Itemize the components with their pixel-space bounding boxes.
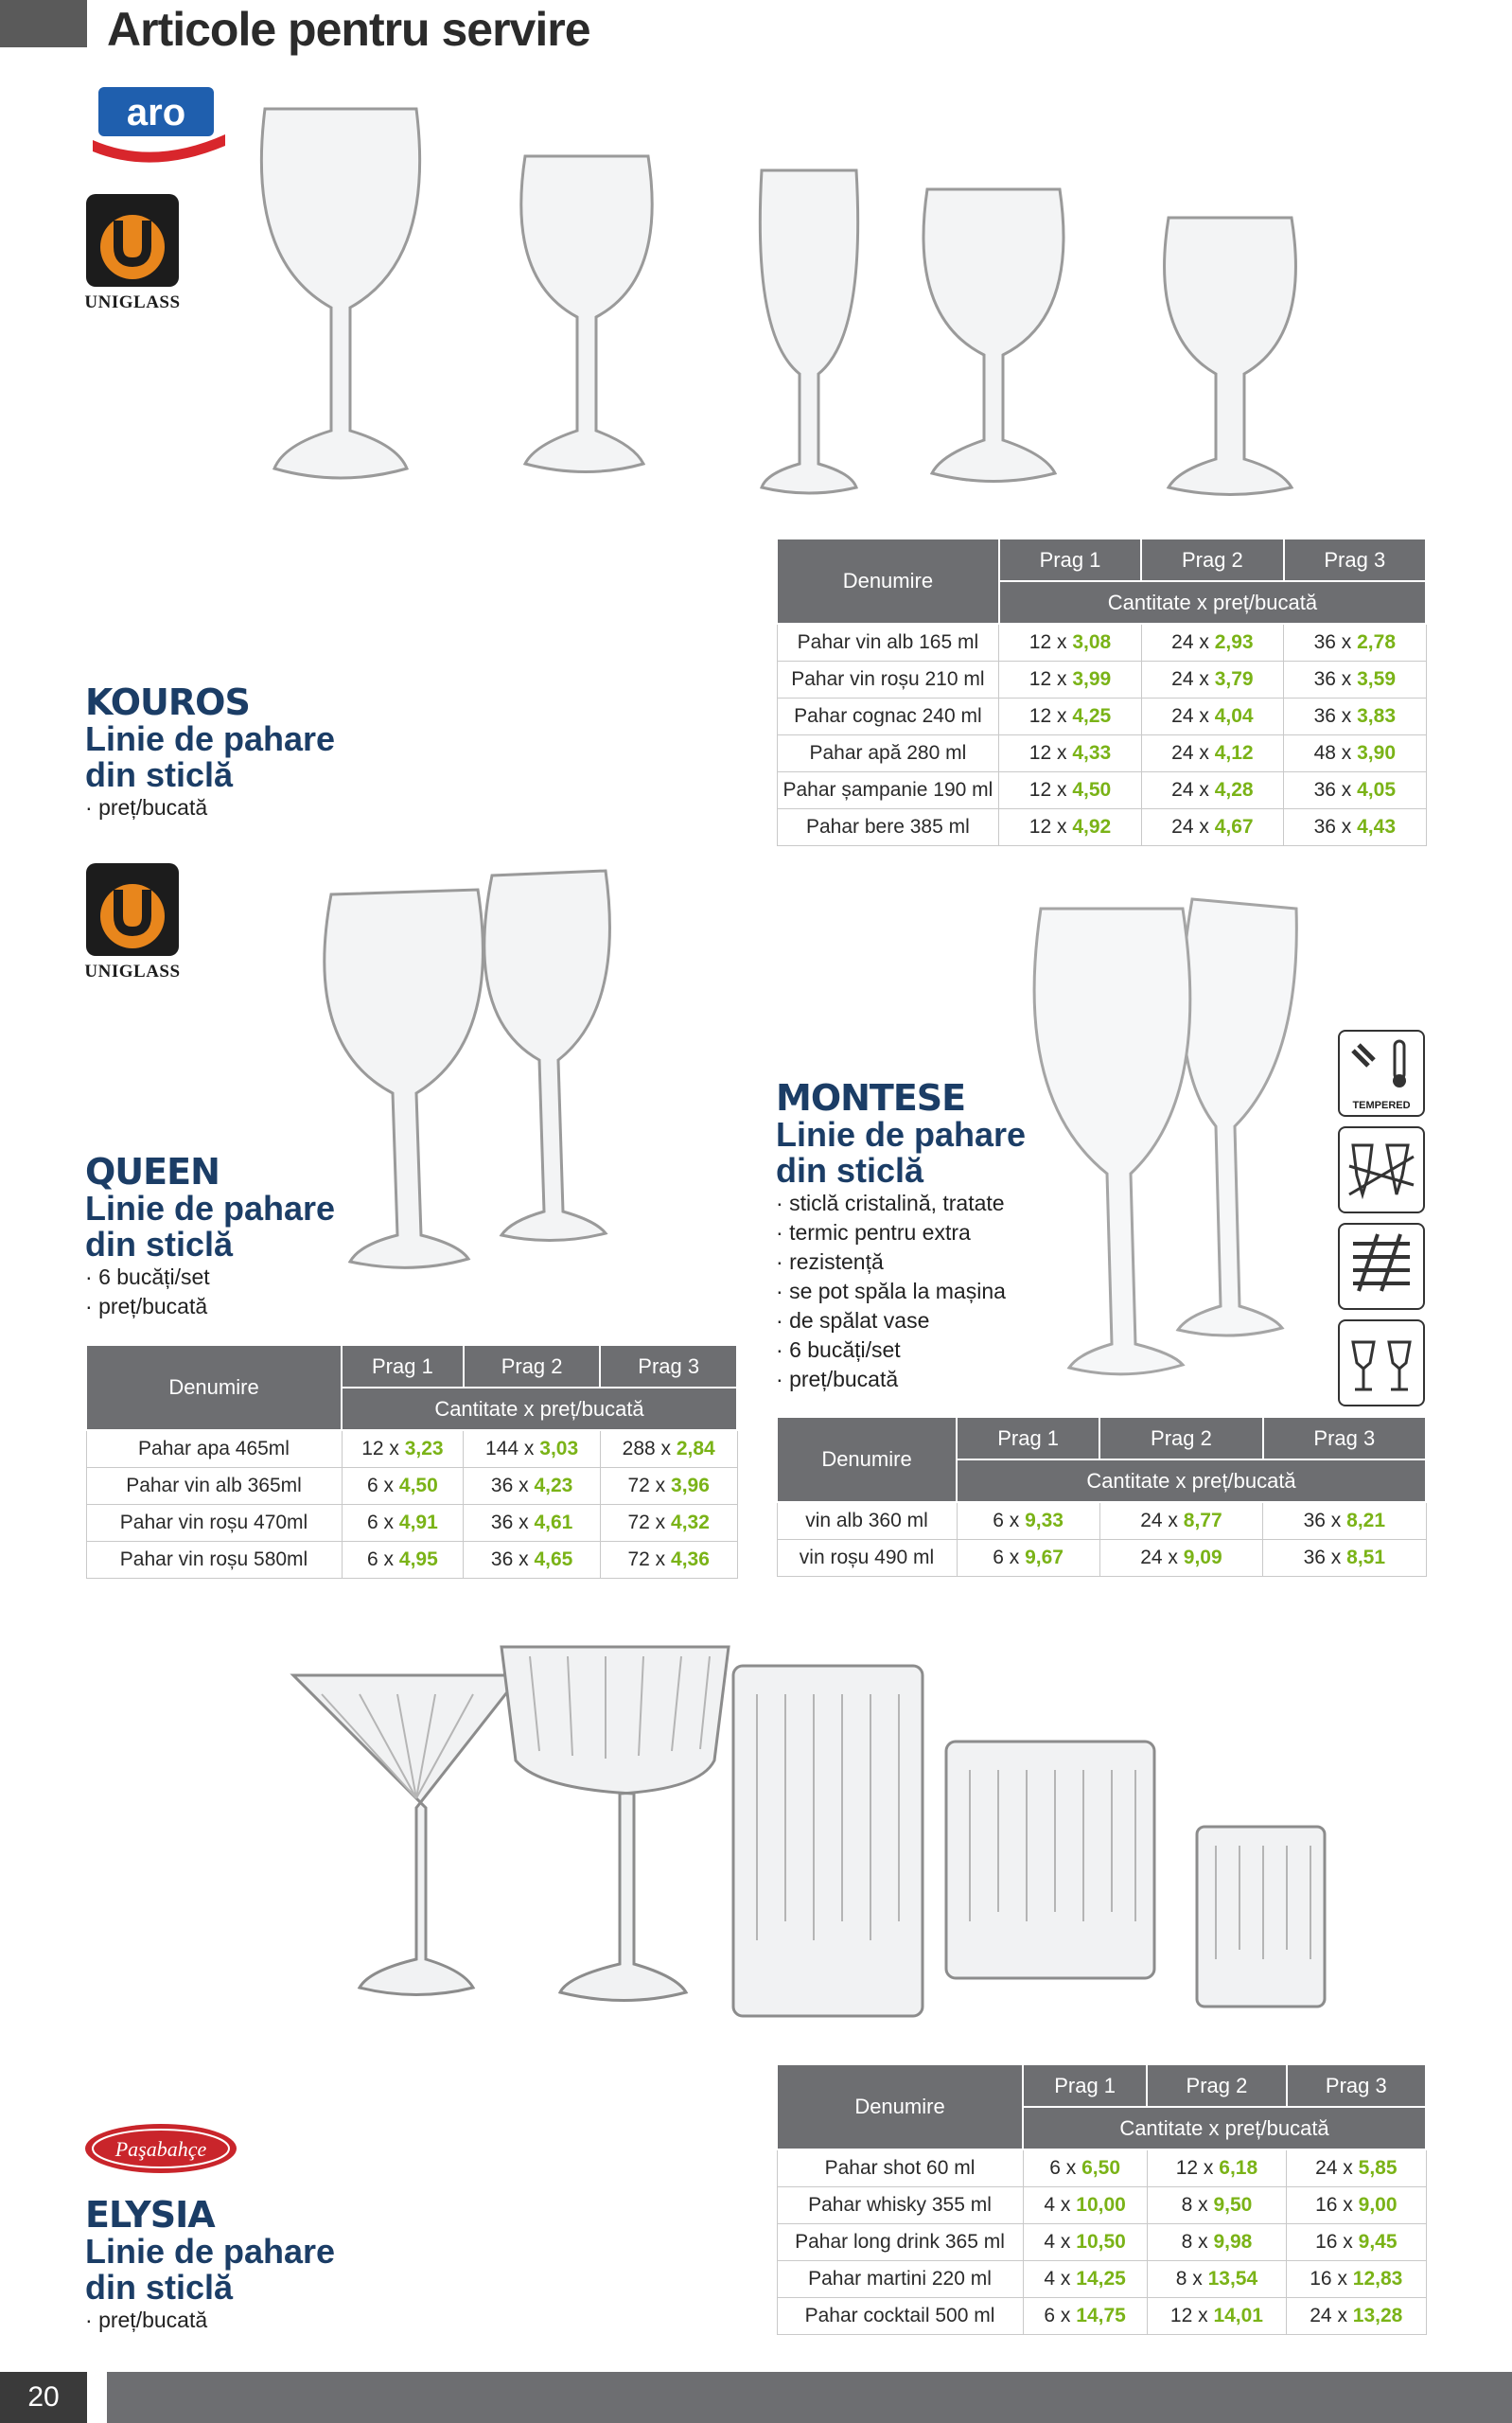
footer-bar [107, 2372, 1512, 2423]
kouros-title-block: KOUROS Linie de pahare din sticlă · preț/bucată [85, 683, 397, 822]
table-row: Pahar vin roșu 470ml 6 x 4,91 36 x 4,61 72 x 4,32 [86, 1504, 737, 1541]
elysia-price-table: Denumire Prag 1 Prag 2 Prag 3 Cantitate x preț/bucată Pahar shot 60 ml 6 x 6,50 12 x 6,18 24 x 5,85 Pahar whisky 355 ml 4 x 10,00 8 x 9,50 16 x 9,00 Pahar long drink 365 ml 4 x 10,50 8 x 9,98 16 x 9,45 Pahar martini 220 ml 4 x 14,25 8 x 13,54 16 x 12,83 Pahar cocktail 500 ml 6 x 14,75 12 x 14,01 24 x 13,28 [776, 2063, 1427, 2335]
table-row: Pahar bere 385 ml 12 x 4,92 24 x 4,67 36 x 4,43 [777, 808, 1426, 845]
glass-cheers-icon [1338, 1319, 1425, 1406]
montese-glasses-image [1012, 890, 1325, 1391]
kouros-glasses-image [246, 90, 1457, 525]
uniglass-logo: UNIGLASS [83, 194, 182, 313]
table-row: Pahar vin alb 365ml 6 x 4,50 36 x 4,23 72 x 3,96 [86, 1467, 737, 1504]
table-row: Pahar shot 60 ml 6 x 6,50 12 x 6,18 24 x 5,85 [777, 2149, 1426, 2186]
tempered-glass-icon: TEMPERED [1338, 1030, 1425, 1117]
table-row: Pahar whisky 355 ml 4 x 10,00 8 x 9,50 16 x 9,00 [777, 2186, 1426, 2223]
table-row: vin roșu 490 ml 6 x 9,67 24 x 9,09 36 x 8,51 [777, 1539, 1426, 1576]
table-row: Pahar long drink 365 ml 4 x 10,50 8 x 9,98 16 x 9,45 [777, 2223, 1426, 2260]
table-row: Pahar vin roșu 580ml 6 x 4,95 36 x 4,65 72 x 4,36 [86, 1541, 737, 1578]
table-row: Pahar vin roșu 210 ml 12 x 3,99 24 x 3,79 36 x 3,59 [777, 661, 1426, 698]
page-title: Articole pentru servire [107, 3, 590, 56]
svg-text:Paşabahçe: Paşabahçe [114, 2137, 207, 2161]
dishwasher-safe-icon [1338, 1223, 1425, 1310]
shock-resistant-icon [1338, 1126, 1425, 1213]
table-row: Pahar cognac 240 ml 12 x 4,25 24 x 4,04 36 x 3,83 [777, 698, 1426, 734]
uniglass-logo: UNIGLASS [83, 863, 182, 982]
table-row: vin alb 360 ml 6 x 9,33 24 x 8,77 36 x 8,21 [777, 1502, 1426, 1539]
table-row: Pahar apa 465ml 12 x 3,23 144 x 3,03 288 x 2,84 [86, 1430, 737, 1467]
queen-title-block: QUEEN Linie de pahare din sticlă · 6 bucăți/set · preț/bucată [85, 1153, 397, 1321]
queen-price-table: Denumire Prag 1 Prag 2 Prag 3 Cantitate x preț/bucată Pahar apa 465ml 12 x 3,23 144 x 3,03 288 x 2,84 Pahar vin alb 365ml 6 x 4,50 36 x 4,23 72 x 3,96 Pahar vin roșu 470ml 6 x 4,91 36 x 4,61 72 x 4,32 Pahar vin roșu 580ml 6 x 4,95 36 x 4,65 72 x 4,36 [85, 1344, 738, 1579]
aro-logo [87, 83, 229, 168]
svg-text:aro: aro [126, 92, 186, 133]
page-number: 20 [0, 2372, 87, 2423]
table-row: Pahar cocktail 500 ml 6 x 14,75 12 x 14,01 24 x 13,28 [777, 2297, 1426, 2334]
montese-price-table: Denumire Prag 1 Prag 2 Prag 3 Cantitate x preț/bucată vin alb 360 ml 6 x 9,33 24 x 8,77 36 x 8,21 vin roșu 490 ml 6 x 9,67 24 x 9,09 36 x 8,51 [776, 1416, 1427, 1577]
table-row: Pahar șampanie 190 ml 12 x 4,50 24 x 4,28 36 x 4,05 [777, 771, 1426, 808]
montese-title-block: MONTESE Linie de pahare din sticlă · sticlă cristalină, tratate · termic pentru extra · rezistență · se pot spăla la mașina · de spălat vase · 6 bucăți/set · preț/bucată [776, 1079, 1079, 1394]
header-block [0, 0, 87, 47]
table-row: Pahar apă 280 ml 12 x 4,33 24 x 4,12 48 x 3,90 [777, 734, 1426, 771]
elysia-glasses-image [284, 1637, 1457, 2025]
table-row: Pahar vin alb 165 ml 12 x 3,08 24 x 2,93 36 x 2,78 [777, 624, 1426, 661]
pasabahce-logo [83, 2120, 238, 2177]
table-row: Pahar martini 220 ml 4 x 14,25 8 x 13,54 16 x 12,83 [777, 2260, 1426, 2297]
elysia-title-block: ELYSIA Linie de pahare din sticlă · preț/bucată [85, 2196, 397, 2335]
kouros-price-table: Denumire Prag 1 Prag 2 Prag 3 Cantitate x preț/bucată Pahar vin alb 165 ml 12 x 3,08 24 x 2,93 36 x 2,78 Pahar vin roșu 210 ml 12 x 3,99 24 x 3,79 36 x 3,59 Pahar cognac 240 ml 12 x 4,25 24 x 4,04 36 x 3,83 Pahar apă 280 ml 12 x 4,33 24 x 4,12 48 x 3,90 Pahar șampanie 190 ml 12 x 4,50 24 x 4,28 36 x 4,05 Pahar bere 385 ml 12 x 4,92 24 x 4,67 36 x 4,43 [776, 538, 1427, 846]
